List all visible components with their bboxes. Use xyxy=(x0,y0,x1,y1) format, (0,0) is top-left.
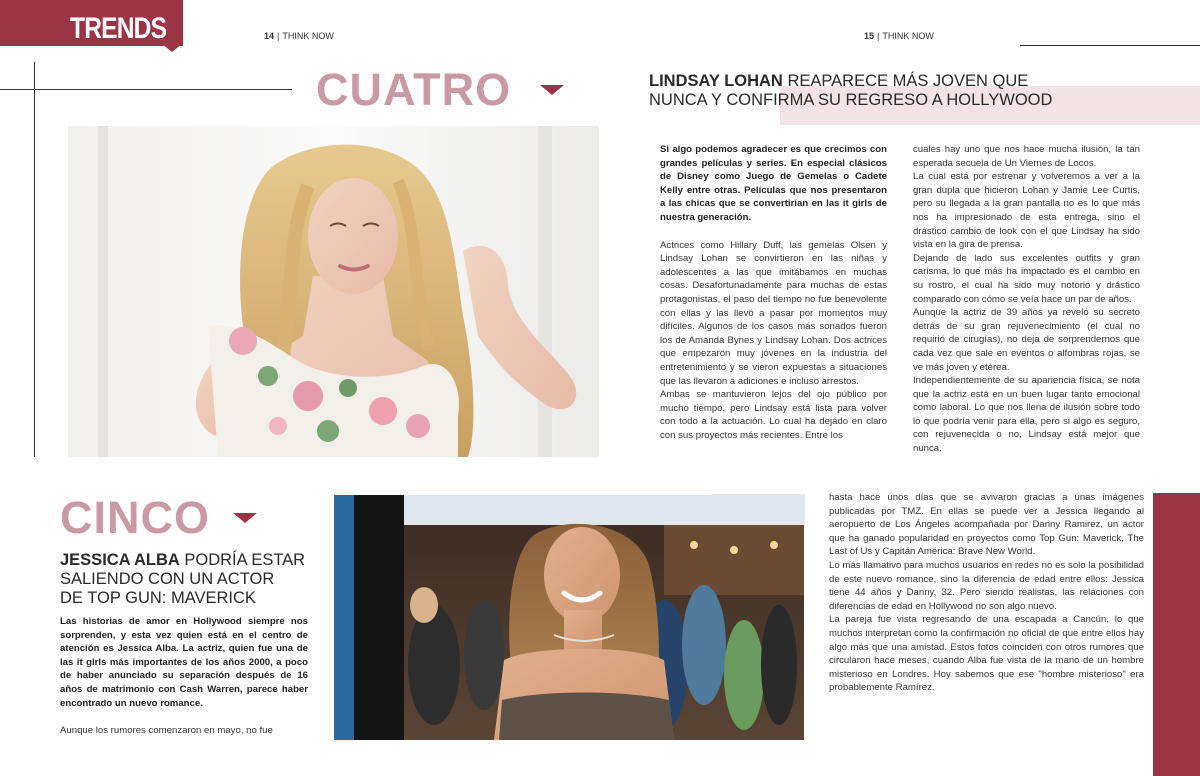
jessica-photo-illustration xyxy=(334,495,804,740)
article2-headline-line3: DE TOP GUN: MAVERICK xyxy=(60,589,256,607)
lindsay-photo-illustration xyxy=(68,126,599,457)
article2-paragraph: hasta hace unos días que se avivaron gracias a unas imágenes publicadas por TMZ. En ellas se puede ver a Jessica llegando al aeropuerto de Los Ángeles acompañada por Danny Ramirez, un actor que ha ganado popularidad en proyectos como Top Gun: Maverick, The Last of Us y Capitán América: Brave New World. xyxy=(829,492,1144,558)
header-rule-right xyxy=(1020,45,1200,46)
article1-headline-line2: NUNCA Y CONFIRMA SU REGRESO A HOLLYWOOD xyxy=(649,91,1053,109)
crop-rule-vertical xyxy=(34,62,35,457)
article2-headline-name: JESSICA ALBA xyxy=(60,551,180,569)
article1-headline xyxy=(649,72,1169,110)
article1-spacer xyxy=(660,225,887,239)
article1-triangle-marker xyxy=(540,85,564,95)
article1-number-word: CUATRO xyxy=(316,64,512,115)
article1-lead: Si algo podemos agradecer es que crecimos con grandes películas y series. En especial clásicos de Disney como Juego de Gemelas o Cadete Kelly entre otras. Películas que nos presentaron a las chicas que se convertirían en las it girls de nuestra generación. xyxy=(660,144,887,223)
article1-paragraph: Actrices como Hillary Duff, las gemelas Olsen y Lindsay Lohan se convirtieron en las niñas y adolescentes a las que imitábamos en muchas cosas. Desafortunadamente para muchas de estas protagonistas, el paso del tiempo no fue benevolente con ellas y las llevó a pasar por momentos muy difíciles. Algunos de los casos más sonados fueron los de Amanda Bynes y Lindsay Lohan. Dos actrices que empezaron muy jóvenes en la industria del entretenimiento y se vieron expuestas a situaciones que las llevaron a adiciones e incluso arrestos. xyxy=(660,239,887,387)
article1-paragraph: La cual está por estrenar y volveremos a ver a la gran dupla que hicieron Lohan y Jamie Lee Curtis, pero su llegada a la gran pantalla no es lo que más nos ha impresionado de esta entrega, sino el drástico cambio de look con el que Lindsay ha sido vista en la gira de prensa. xyxy=(913,171,1140,251)
article1-column-1 xyxy=(660,143,887,442)
article2-triangle-marker xyxy=(233,513,257,523)
article2-headline-line2: SALIENDO CON UN ACTOR xyxy=(60,570,275,588)
article2-lead: Las historias de amor en Hollywood siempre nos sorprenden, y esta vez quien está en el centro de atención es Jessica Alba. La actriz, quien fue una de las it girls más importantes de los años 2000, a poco de haber anunciado su separación después de 16 años de matrimonio con Cash Warren, parece haber encontrado un nuevo romance. xyxy=(60,616,308,709)
article2-paragraph: La pareja fue vista regresando de una escapada a Cancún, lo que muchos interpretan como la confirmación no oficial de que entre ellos hay algo más que una amistad. Estos fotos coinciden con otros rumores que circularon hace meses, cuando Alba fue vista de la mano de un hombre misterioso en Londres. Hoy sabemos que ese "hombre misterioso" era probablemente Ramírez. xyxy=(829,614,1144,694)
article1-paragraph: cuales hay uno que nos hace mucha ilusión, la tan esperada secuela de Un Viernes de Locos. xyxy=(913,144,1140,169)
article1-paragraph: Independientemente de su apariencia física, se nota que la actriz está en un buen lugar tanto emocional como laboral. Lo que nos llena de ilusión sobre todo lo que podría venir para ella, pero si algo es seguro, con rejuvenecida o no, Lindsay está mejor que nunca. xyxy=(913,375,1140,455)
article2-column-1 xyxy=(60,615,308,738)
page-edge-accent xyxy=(1153,493,1200,776)
right-magazine-name: THINK NOW xyxy=(882,31,934,41)
article2-column-2 xyxy=(829,491,1144,695)
left-page-number: 14 xyxy=(264,31,275,41)
article2-headline-line1: PODRÍA ESTAR xyxy=(179,551,306,569)
article2-paragraph: Aunque los rumores comenzaron en mayo, no fue xyxy=(60,725,273,737)
article1-paragraph: Aunque la actriz de 39 años ya reveló su secreto detrás de su gran rejuvenecimiento (el cual no requirió de cirugías), no deja de sorprendernos que cada vez que sale en eventos o alfombras rojas, se ve más joven y etérea. xyxy=(913,307,1140,373)
right-page-number: 15 xyxy=(864,31,875,41)
article2-photo xyxy=(334,495,804,740)
left-magazine-name: THINK NOW xyxy=(282,31,334,41)
left-folio: 14 | THINK NOW xyxy=(264,31,334,41)
article1-headline-name: LINDSAY LOHAN xyxy=(649,72,783,90)
article1-column-2 xyxy=(913,143,1140,456)
article1-paragraph: Dejando de lado sus excelentes outfits y gran carisma, lo que más ha impactado es el cambio en su rostro, el cual ha sido muy notorio y drástico comparado con cómo se veía hace un par de años. xyxy=(913,252,1140,305)
article1-paragraph: Ambas se mantuvieron lejos del ojo público por mucho tiempo, pero Lindsay está lista para volver con todo a la actuación. Lo cual ha dejado en claro con sus proyectos más recientes. Entre los xyxy=(660,389,887,441)
article2-headline xyxy=(60,551,330,608)
section-title: TRENDS xyxy=(70,12,167,45)
article1-headline-line1: REAPARECE MÁS JOVEN QUE xyxy=(782,72,1029,90)
right-folio: 15 | THINK NOW xyxy=(864,31,934,41)
article1-photo xyxy=(68,126,599,457)
article2-spacer xyxy=(60,710,308,724)
article2-paragraph: Lo más llamativo para muchos usuarios en redes no es solo la posibilidad de este nuevo romance, sino la diferencia de edad entre ellos: Jessica tiene 44 años y Danny, 32. Pero siendo realistas, las relaciones con diferencias de edad en Hollywood no son algo nuevo. xyxy=(829,559,1144,612)
article2-number-word: CINCO xyxy=(60,492,210,543)
crop-rule-horizontal xyxy=(0,89,292,90)
